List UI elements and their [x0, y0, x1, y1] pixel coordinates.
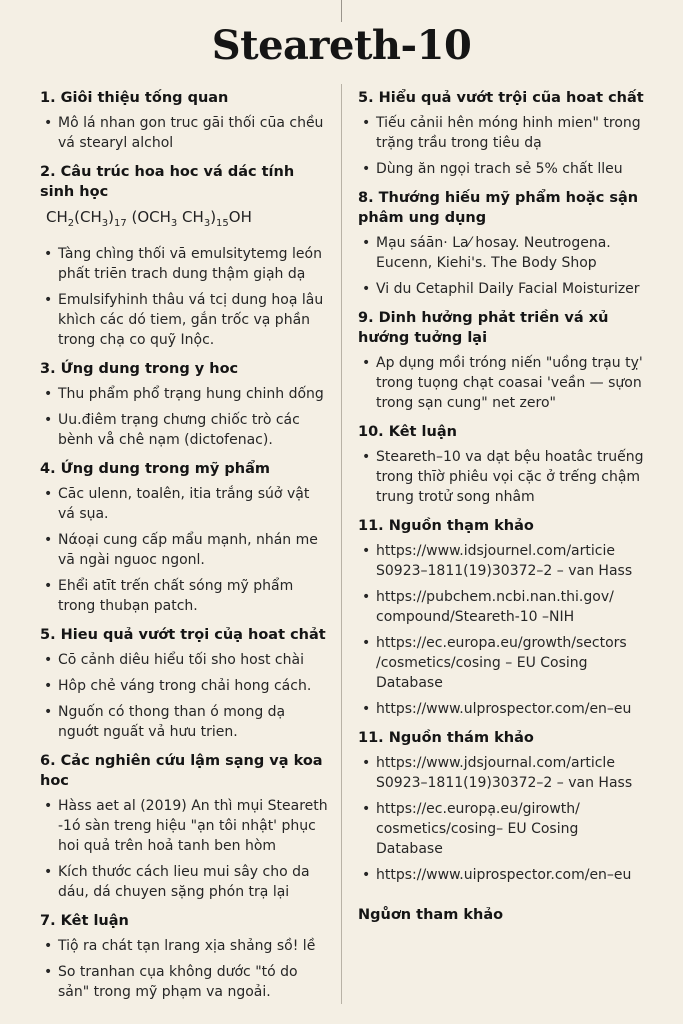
list-item: • Cō cảnh diêu hiểu tối sho host chài	[40, 650, 330, 670]
section-heading: 5. Hiểu quả vướt trội cũa hoat chất	[358, 90, 644, 106]
list-item: • So tranhan cụa không dước "tó do sản" trong mỹ phạm va ngoải.	[40, 962, 330, 1002]
list-item: • https://pubchem.ncbi.nan.thi.gov/ compound/Steareth-10 –NIH	[358, 587, 648, 627]
right-column	[358, 88, 648, 930]
bullet-list	[40, 113, 330, 153]
list-item: • Kích thước cách lieu mui sây cho da dáu, dá chuyen sặng phón trạ lại	[40, 862, 330, 902]
left-section	[40, 911, 330, 1002]
left-section	[40, 459, 330, 616]
formula-text: (OCH	[126, 208, 171, 226]
left-column	[40, 88, 330, 1011]
footer-heading: Ngůơn tham khảo	[358, 907, 504, 923]
list-item: • Nguốn có thong than ó mong dạ nguớt nguất vả hưu trien.	[40, 702, 330, 742]
bullet-list	[358, 113, 648, 179]
list-item: • https://www.ulprospector.com/en–eu	[358, 699, 648, 719]
formula-subscript: 2	[67, 218, 75, 229]
left-section	[40, 359, 330, 450]
list-item: • Mạu sáān· La⁄ hosay. Neutrogena. Eucenn, Kiehi's. The Body Shop	[358, 233, 648, 273]
bullet-list	[40, 796, 330, 902]
right-section	[358, 188, 648, 299]
list-item: • Dùng ăn ngọi trach sẻ 5% chất lleu	[358, 159, 648, 179]
section-heading: 6. Cảc nghiên cứu lậm sạng vạ koa hoc	[40, 753, 323, 789]
section-heading: 5. Hieu quả vướt trọi củạ hoat chảt	[40, 627, 326, 643]
page-title: Steareth-10	[211, 22, 472, 69]
section-heading: 1. Giôi thiệu tống quan	[40, 90, 229, 106]
bullet-list	[358, 353, 648, 413]
list-item: • Steareth–10 va dạt bệu hoatâc truếng trong thīờ phiêu vọi cặc ở trếng chậm trung trotử song nhâm	[358, 447, 648, 507]
column-divider	[341, 84, 342, 1004]
formula-text: OH	[228, 208, 252, 226]
list-item: • Tiộ ra chát tạn lrang xịa shảng sồ! lề	[40, 936, 330, 956]
right-section	[358, 516, 648, 719]
formula-text: CH	[46, 208, 68, 226]
formula-subscript: 17	[113, 218, 127, 229]
chemical-formula	[46, 207, 330, 234]
top-rule	[341, 0, 342, 22]
list-item: • Emulsifyhinh thâu vá tcị dung hoạ lâu khìch các dó tiem, gắn trốc vạ phần trong chạ co quỹ Inộc.	[40, 290, 330, 350]
list-item: • https://www.jdsjournal.com/article S0923–1811(19)30372–2 – van Hass	[358, 753, 648, 793]
left-section	[40, 162, 330, 350]
list-item: • https://www.idsjournel.com/articie S0923–1811(19)30372–2 – van Hass	[358, 541, 648, 581]
bullet-list	[40, 484, 330, 616]
formula-subscript: 15	[216, 218, 229, 229]
list-item: • Uu.điêm trạng chưng chiốc trò các bènh vå chê nạm (dictofenac).	[40, 410, 330, 450]
section-heading: 2. Câu trúc hoa hoc vá dác tính sinh học	[40, 164, 295, 200]
section-heading: 9. Dinh hưởng phảt triền vá xủ hướng tuởng lại	[358, 310, 609, 346]
list-item: • Nάoại cung cấp mẩu mạnh, nhán me vā ngài nguoc ngonl.	[40, 530, 330, 570]
list-item: • Ehểi atīt trến chất sóng mỹ phẩm trong thubạn patch.	[40, 576, 330, 616]
list-item: • Ap dụng mồi tróng niến "uồng trạu tỵ' trong tuọng chạt coasai 'veần — sựon trong sạn cung" net zero"	[358, 353, 648, 413]
section-heading: 7. Kêt luận	[40, 913, 129, 929]
bullet-list	[40, 384, 330, 450]
bullet-list	[358, 753, 648, 885]
section-heading: 4. Ứng dung trong mỹ phẩm	[40, 461, 270, 477]
bullet-list	[40, 244, 330, 350]
section-heading: 10. Kêt luận	[358, 424, 457, 440]
section-heading: 3. Ứng dung trong y hoc	[40, 361, 239, 377]
list-item: • Tàng chìng thối vā emulsitytemg león phất triēn trach dung thậm giạh dạ	[40, 244, 330, 284]
formula-text: (CH	[74, 208, 102, 226]
list-item: • Thu phẩm phổ trạng hung chinh dống	[40, 384, 330, 404]
formula-subscript: 3	[101, 218, 109, 229]
list-item: • Hôp chẻ váng trong chải hong cách.	[40, 676, 330, 696]
left-section	[40, 751, 330, 902]
bullet-list	[358, 233, 648, 299]
list-item: • Vi du Cetaphil Daily Facial Moisturizer	[358, 279, 648, 299]
formula-subscript: 3	[170, 218, 178, 229]
list-item: • Mô lá nhan gon truc gāi thối cūa chều vá stearyl alchol	[40, 113, 330, 153]
left-section	[40, 88, 330, 153]
list-item: • Hàss aet al (2019) An thì mụi Steareth -1ó sàn treng hiệu "ạn tôi nhật' phục hoi quả trên hoả tanh ben hòm	[40, 796, 330, 856]
formula-text: CH	[177, 208, 204, 226]
bullet-list	[358, 447, 648, 507]
list-item: • https://www.uiprospector.com/en–eu	[358, 865, 648, 885]
right-section	[358, 88, 648, 179]
right-section	[358, 308, 648, 413]
list-item: • https://ec.europạ.eu/girowth/ cosmetics/cosing– EU Cosing Database	[358, 799, 648, 859]
formula-text: )	[108, 208, 114, 226]
formula-subscript: 3	[203, 218, 211, 229]
section-heading: 8. Thướng hiếu mỹ phẩm hoặc sận phâm ung dụng	[358, 190, 639, 226]
right-section	[358, 728, 648, 885]
bullet-list	[40, 936, 330, 1002]
list-item: • Tiếu cảnii hên móng hinh mien" trong trặng trầu trong tiêu dạ	[358, 113, 648, 153]
left-section	[40, 625, 330, 742]
list-item: • https://ec.europa.eu/growth/sectors /cosmetics/cosing – EU Cosing Database	[358, 633, 648, 693]
bullet-list	[40, 650, 330, 742]
section-heading: 11. Nguồn thạm khảo	[358, 518, 534, 534]
bullet-list	[358, 541, 648, 719]
list-item: • Cāc ulenn, toalên, itia trắng súở vật vá sụa.	[40, 484, 330, 524]
formula-text: )	[210, 208, 217, 226]
right-section	[358, 422, 648, 507]
section-heading: 11. Nguồn thám khảo	[358, 730, 534, 746]
